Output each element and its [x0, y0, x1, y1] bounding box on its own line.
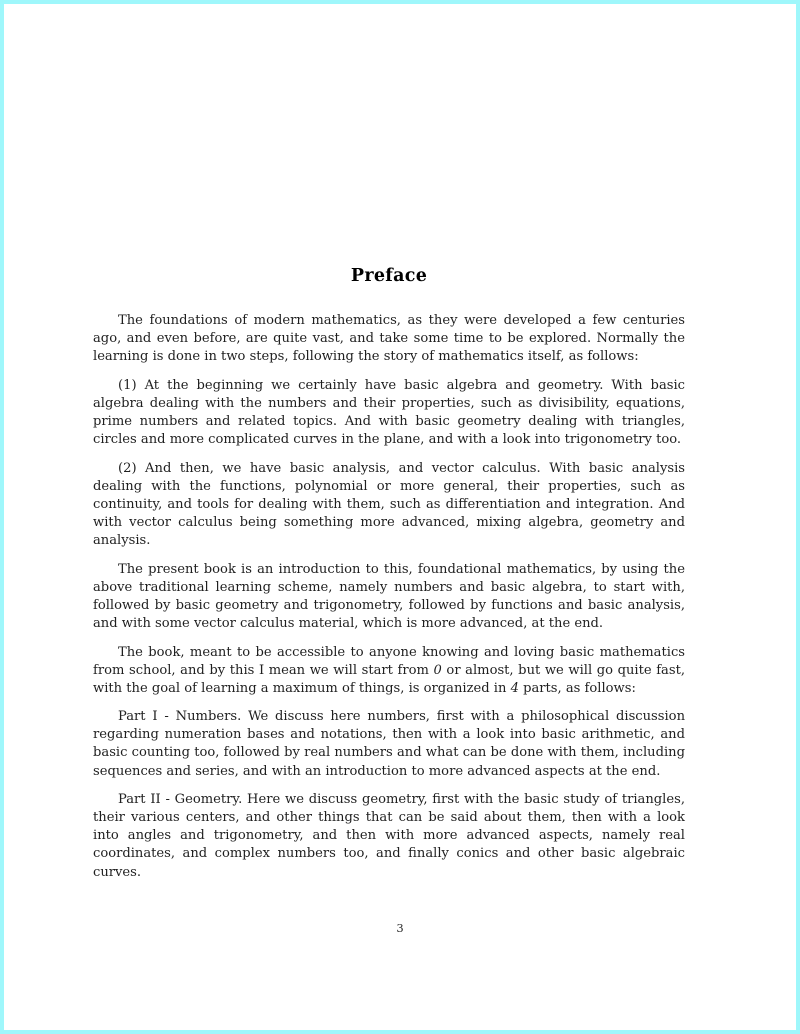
paragraph-part-1: Part I - Numbers. We discuss here numbers, first with a philosophical discussion regarding numeration bases and notations, then with a look into basic arithmetic, and basic counting too, followed by real numbers and what can be done with them, including sequences and series, and with an introduction to more advanced aspects at the end. — [93, 709, 685, 779]
paragraph-step-2: (2) And then, we have basic analysis, and vector calculus. With basic analysis dealing with the functions, polynomial or more general, their properties, such as continuity, and tools for dealing with them, such as differentiation and integration. And with vector calculus being something more advanced, mixing algebra, geometry and analysis. — [93, 460, 685, 549]
accessibility-text-before-four: or almost, but we will go quite fast, with the goal of learning a maximum of things, is organized in — [93, 662, 685, 696]
page-number: 3 — [396, 921, 404, 935]
page-title: Preface — [350, 266, 428, 286]
paragraph-accessibility — [93, 644, 685, 698]
paragraph-present-book: The present book is an introduction to this, foundational mathematics, by using the above traditional learning scheme, namely numbers and basic algebra, to start with, followed by basic geometry and trigonometry, followed by functions and basic analysis, and with some vector calculus material, which is more advanced, at the end. — [93, 561, 685, 631]
paragraph-step-1: (1) At the beginning we certainly have basic algebra and geometry. With basic algebra dealing with the numbers and their properties, such as divisibility, equations, prime numbers and related topics. And with basic geometry dealing with triangles, circles and more complicated curves in the plane, and with a look into trigonometry too. — [93, 377, 685, 448]
page-text-block — [93, 266, 685, 882]
paragraph-intro: The foundations of modern mathematics, as they were developed a few centuries ago, and even before, are quite vast, and take some time to be explored. Normally the learning is done in two steps, following the story of mathematics itself, as follows: — [93, 313, 685, 365]
page-sheet — [4, 4, 796, 1030]
accessibility-text-after: parts, as follows: — [518, 680, 636, 696]
accessibility-text-before-zero: The book, meant to be accessible to anyone knowing and loving basic mathematics from school, and by this I mean we will start from — [93, 644, 685, 678]
paragraph-part-2: Part II - Geometry. Here we discuss geometry, first with the basic study of triangles, their various centers, and other things that can be said about them, then with a look into angles and trigonometry, and then with more advanced aspects, namely real coordinates, and complex numbers too, and finally conics and other basic algebraic curves. — [93, 792, 685, 880]
math-numeral-four: 4 — [510, 680, 519, 696]
math-numeral-zero: 0 — [433, 662, 442, 678]
